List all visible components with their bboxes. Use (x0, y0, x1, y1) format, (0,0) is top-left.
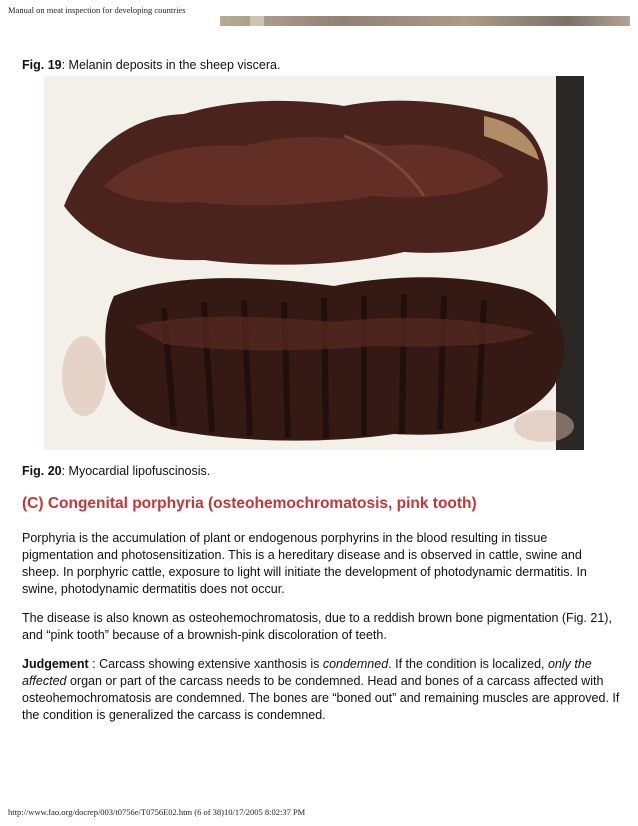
fig19-text: : Melanin deposits in the sheep viscera. (61, 58, 281, 72)
paragraph-porphyria (22, 530, 622, 598)
stain-left (62, 336, 106, 416)
paragraph-osteohemochromatosis-text: The disease is also known as osteohemochromatosis, due to a reddish brown bone pigmentation (Fig. 21), and “pink tooth” because of a brownish-pink discoloration of teeth. (22, 611, 612, 642)
judgement-text-1: : Carcass showing extensive xanthosis is (88, 657, 323, 671)
fig20-text: : Myocardial lipofuscinosis. (61, 464, 211, 478)
paragraph-osteohemochromatosis (22, 610, 622, 644)
judgement-italic-condemned: condemned (322, 657, 389, 671)
page-footer-url: http://www.fao.org/docrep/003/t0756e/T0756E02.htm (6 of 38)10/17/2005 8:02:37 PM (8, 807, 306, 817)
fig20-caption (22, 463, 210, 479)
running-header: Manual on meat inspection for developing countries (8, 5, 186, 15)
stain-right (514, 410, 574, 442)
decorative-header-bar (220, 16, 630, 26)
fig20-label: Fig. 20 (22, 464, 62, 478)
viscera-illustration (44, 76, 584, 450)
judgement-italic-only-affected: only the affected (22, 657, 592, 688)
fig19-label: Fig. 19 (22, 58, 62, 72)
specimen-photo (44, 76, 584, 450)
paragraph-porphyria-text: Porphyria is the accumulation of plant or endogenous porphyrins in the blood resulting in tissue pigmentation and photosensitization. This is a hereditary disease and is observed in cattle, swine and sheep. In porphyric cattle, exposure to light will initiate the development of photodynamic dermatitis. In swine, photodynamic dermatitis does not occur. (22, 531, 587, 596)
paragraph-judgement (22, 656, 622, 724)
section-heading: (C) Congenital porphyria (osteohemochromatosis, pink tooth) (22, 495, 477, 512)
judgement-text-3: organ or part of the carcass needs to be condemned. Head and bones of a carcass affected with osteohemochromatosis are condemned. The bones are “boned out” and remaining muscles are approved. If the condition is generalized the carcass is condemned. (22, 674, 620, 722)
decorative-notch (250, 16, 264, 26)
judgement-label: Judgement (22, 657, 89, 671)
fig19-caption (22, 57, 280, 73)
judgement-text-2: . If the condition is localized, (388, 657, 548, 671)
